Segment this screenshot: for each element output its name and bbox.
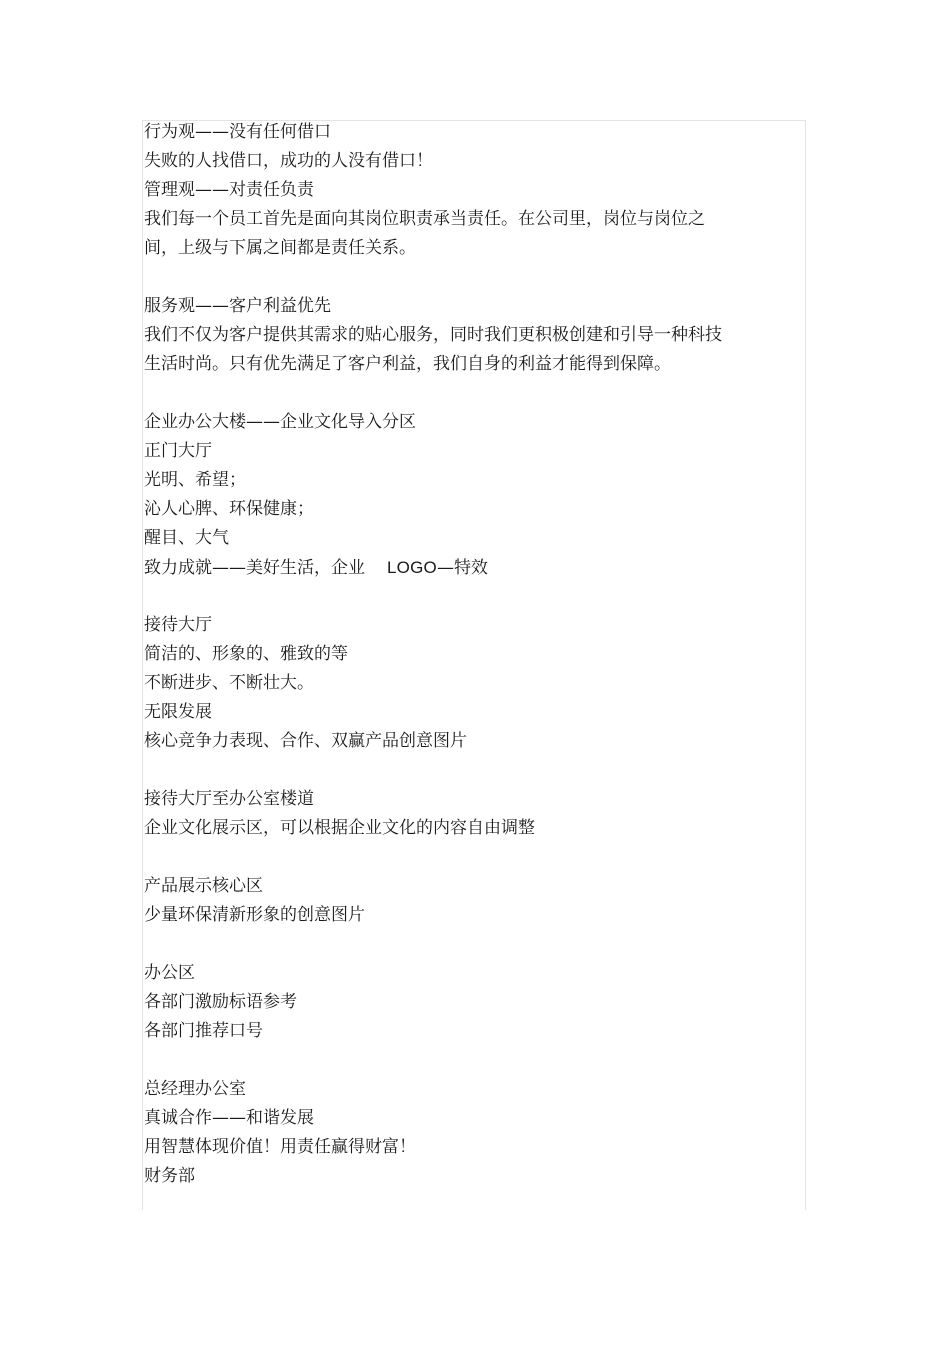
text-line: 办公区 (144, 963, 195, 983)
text-line: 各部门激励标语参考 (144, 992, 297, 1012)
text-line: 不断进步、不断壮大。 (144, 673, 314, 693)
text-line: 真诚合作——和谐发展 (144, 1108, 314, 1128)
text-line: 财务部 (144, 1166, 195, 1186)
text-line: 我们每一个员工首先是面向其岗位职责承当责任。在公司里，岗位与岗位之 (144, 209, 705, 229)
blank-line (144, 379, 764, 408)
text-line: 无限发展 (144, 702, 212, 722)
blank-line (144, 1046, 764, 1075)
text-line: 管理观——对责任负责 (144, 180, 314, 200)
document-body (144, 118, 764, 1191)
text-line: 接待大厅至办公室楼道 (144, 789, 314, 809)
text-line: 沁人心脾、环保健康； (144, 499, 314, 519)
text-line: 产品展示核心区 (144, 876, 263, 896)
logo-line-suffix: —特效 (436, 558, 488, 578)
blank-line (144, 930, 764, 959)
text-line: 核心竞争力表现、合作、双赢产品创意图片 (144, 731, 467, 751)
text-line: 各部门推荐口号 (144, 1021, 263, 1041)
logo-line-prefix: 致力成就——美好生活，企业 (144, 558, 365, 578)
logo-word: LOGO (387, 558, 437, 577)
text-line: 用智慧体现价值！用责任赢得财富！ (144, 1137, 416, 1157)
text-line: 醒目、大气 (144, 528, 229, 548)
text-line: 我们不仅为客户提供其需求的贴心服务，同时我们更积极创建和引导一种科技 (144, 325, 722, 345)
text-line: 少量环保清新形象的创意图片 (144, 905, 365, 925)
text-line: 行为观——没有任何借口 (144, 122, 331, 142)
text-line: 服务观——客户利益优先 (144, 296, 331, 316)
text-line: 生活时尚。只有优先满足了客户利益，我们自身的利益才能得到保障。 (144, 354, 671, 374)
text-line: 简洁的、形象的、雅致的等 (144, 644, 348, 664)
text-line: 失败的人找借口，成功的人没有借口！ (144, 151, 433, 171)
text-line: 总经理办公室 (144, 1079, 246, 1099)
logo-line (144, 553, 764, 582)
blank-line (144, 582, 764, 611)
blank-line (144, 843, 764, 872)
text-line: 企业文化展示区，可以根据企业文化的内容自由调整 (144, 818, 535, 838)
text-line: 正门大厅 (144, 441, 212, 461)
text-line: 光明、希望； (144, 470, 246, 490)
text-line: 间，上级与下属之间都是责任关系。 (144, 238, 416, 258)
text-line: 接待大厅 (144, 615, 212, 635)
blank-line (144, 756, 764, 785)
blank-line (144, 263, 764, 292)
text-line: 企业办公大楼——企业文化导入分区 (144, 412, 416, 432)
